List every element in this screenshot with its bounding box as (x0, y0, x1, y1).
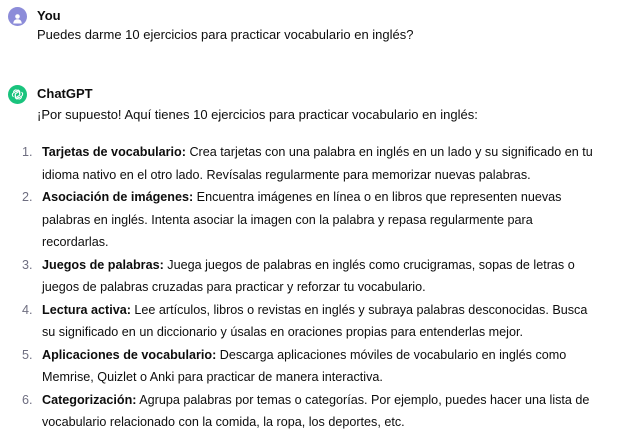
openai-logo-icon (11, 88, 24, 101)
list-item-number: 1. (22, 145, 33, 159)
list-item-number: 3. (22, 257, 33, 272)
assistant-intro-text: ¡Por supuesto! Aquí tienes 10 ejercicios para practicar vocabulario en inglés: (37, 107, 478, 122)
list-item-title: Lectura activa: (42, 302, 131, 317)
user-message-text: Puedes darme 10 ejercicios para practicar vocabulario en inglés? (37, 27, 414, 42)
list-item-body: Lee artículos, libros o revistas en inglés y subraya palabras desconocidas. Busca su significado en un diccionario y úsalas en oraciones propias para entenderlas mejor. (42, 302, 588, 339)
list-item (0, 299, 621, 344)
list-item-body: Agrupa palabras por temas o categorías. Por ejemplo, puedes hacer una lista de vocabulario relacionado con la comida, la ropa, los deportes, etc. (42, 392, 590, 429)
list-item-number: 4. (22, 302, 33, 317)
list-item-title: Juegos de palabras: (42, 257, 164, 272)
list-item-title: Categorización: (42, 392, 137, 407)
list-item-body: Juega juegos de palabras en inglés como crucigramas, sopas de letras o juegos de palabras cruzadas para practicar y reforzar tu vocabulario. (42, 257, 575, 294)
list-item-title: Aplicaciones de vocabulario: (42, 347, 217, 362)
list-item-title: Tarjetas de vocabulario: (42, 145, 186, 159)
list-item-number: 6. (22, 392, 33, 407)
list-item-body: Crea tarjetas con una palabra en inglés en un lado y su significado en tu idioma nativo en el otro lado. Revísalas regularmente para memorizar nuevas palabras. (42, 145, 593, 182)
list-item-title: Asociación de imágenes: (42, 190, 194, 204)
assistant-author-name: ChatGPT (37, 86, 93, 101)
exercise-list (0, 141, 621, 434)
list-item (0, 344, 621, 389)
list-item-number: 5. (22, 347, 33, 362)
list-item-number: 2. (22, 190, 33, 204)
list-item (0, 186, 621, 254)
list-item (0, 254, 621, 299)
assistant-avatar (8, 85, 27, 104)
list-item (0, 141, 621, 186)
list-item-body: Encuentra imágenes en línea o en libros que representen nuevas palabras en inglés. Intenta asociar la imagen con la palabra y repasa regularmente para recordarlas. (42, 190, 562, 249)
user-author-name: You (37, 8, 61, 23)
list-item-body: Descarga aplicaciones móviles de vocabulario en inglés como Memrise, Quizlet o Anki para practicar de manera interactiva. (42, 347, 567, 384)
list-item (0, 389, 621, 434)
